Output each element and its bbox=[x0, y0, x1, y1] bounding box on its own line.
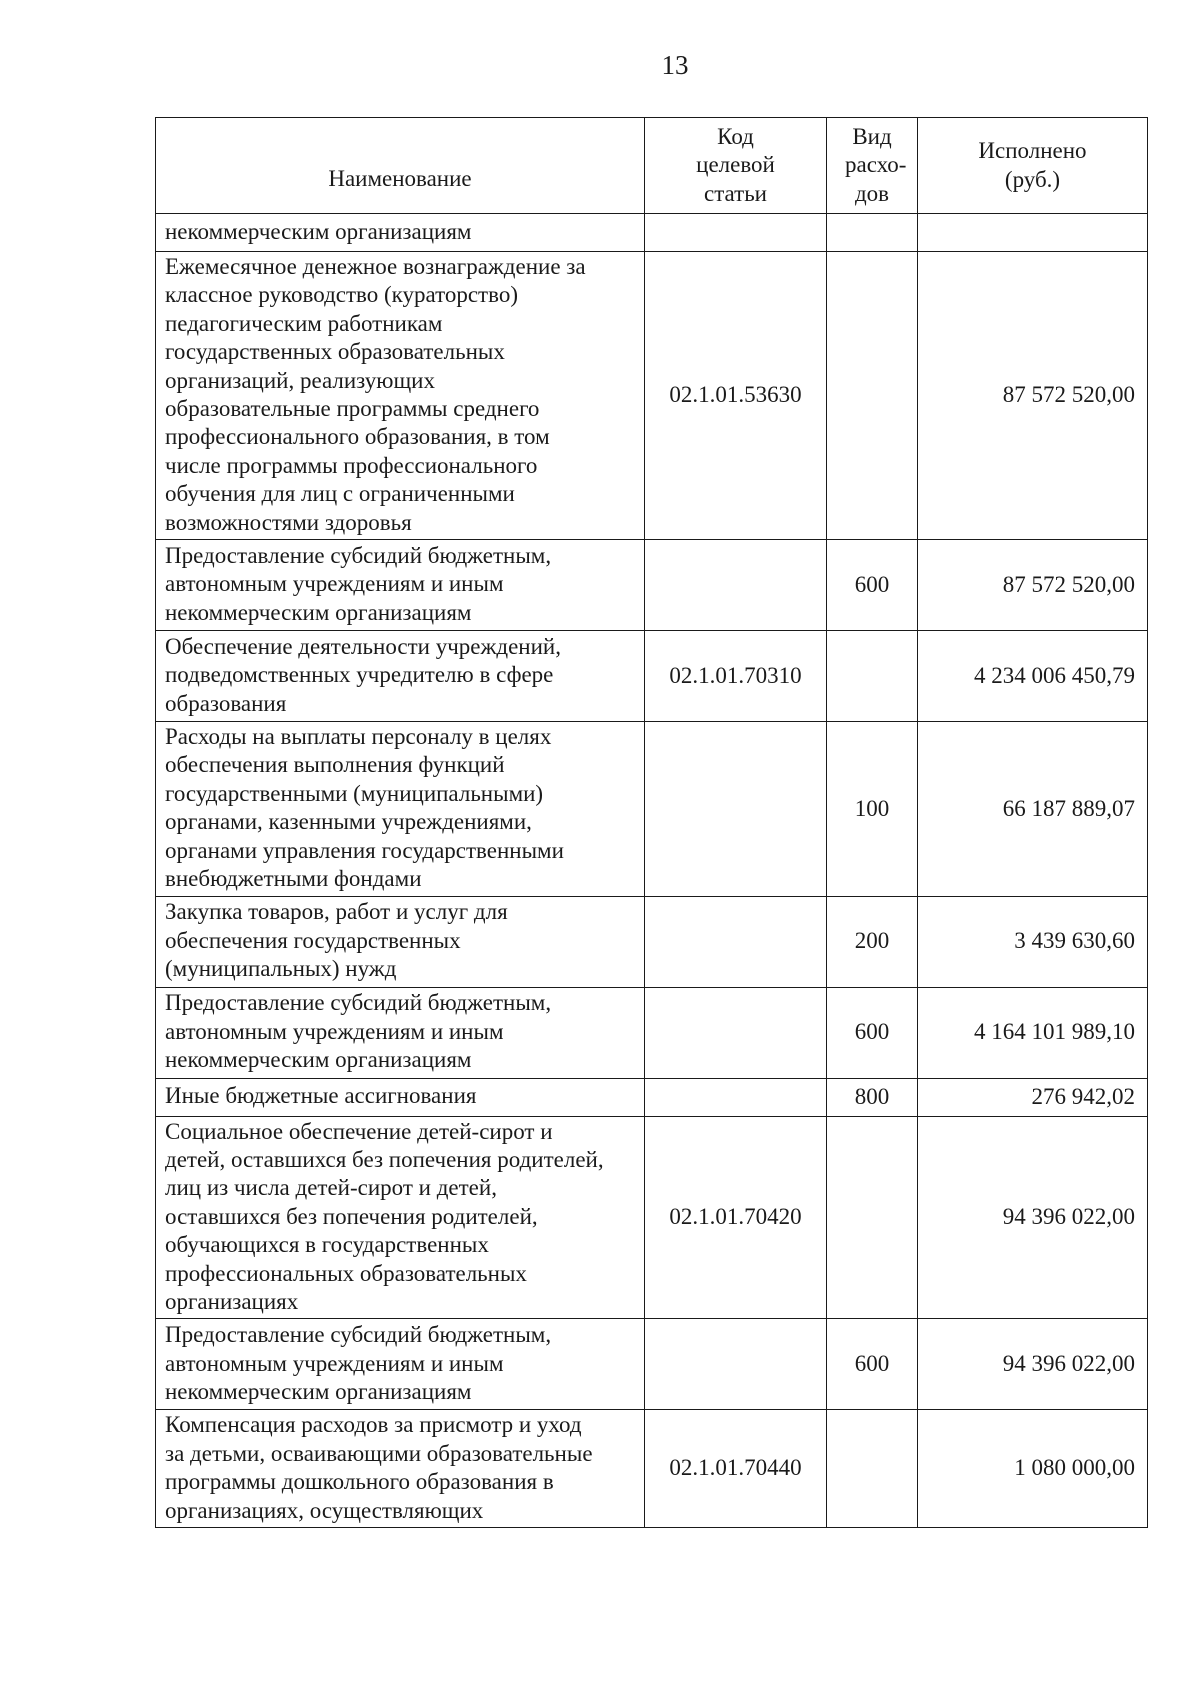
row-target-code bbox=[645, 631, 827, 722]
table-row bbox=[156, 987, 1148, 1078]
row-expense-type bbox=[827, 252, 918, 540]
row-target-code-text: 02.1.01.70440 bbox=[669, 1455, 802, 1481]
row-target-code bbox=[645, 987, 827, 1078]
row-name bbox=[156, 722, 645, 896]
row-amount-text: 3 439 630,60 bbox=[1014, 928, 1135, 954]
row-name bbox=[156, 1319, 645, 1410]
row-expense-type bbox=[827, 1410, 918, 1528]
row-expense-type bbox=[827, 540, 918, 631]
row-name-text: Ежемесячное денежное вознаграждение за классное руководство (кураторство) педагогическим работникам государственных образовательных организаций, реализующих образовательные программы среднего профессионального образования, в том числе программы профессионального обучения для лиц с ограниченными возможностями здоровья bbox=[165, 254, 586, 535]
row-amount bbox=[918, 631, 1148, 722]
row-target-code bbox=[645, 540, 827, 631]
row-target-code bbox=[645, 1116, 827, 1319]
table-row bbox=[156, 252, 1148, 540]
row-amount bbox=[918, 987, 1148, 1078]
row-amount bbox=[918, 1410, 1148, 1528]
row-amount bbox=[918, 540, 1148, 631]
row-expense-type-text: 100 bbox=[854, 795, 890, 821]
table-row bbox=[156, 540, 1148, 631]
row-expense-type bbox=[827, 1116, 918, 1319]
row-amount-text: 1 080 000,00 bbox=[1014, 1455, 1135, 1481]
row-expense-type-text: 600 bbox=[854, 1351, 890, 1377]
row-name bbox=[156, 987, 645, 1078]
header-code: Код целевой статьи bbox=[645, 118, 827, 214]
page-number: 13 bbox=[661, 50, 689, 80]
table-row bbox=[156, 722, 1148, 896]
row-name-text: Расходы на выплаты персоналу в целях обеспечения выполнения функций государственными (муниципальными) органами, казенными учреждениями, органами управления государственными внебюджетными фондами bbox=[165, 724, 564, 892]
row-expense-type bbox=[827, 987, 918, 1078]
row-expense-type-text: 200 bbox=[854, 928, 890, 954]
row-amount bbox=[918, 1116, 1148, 1319]
row-name-text: некоммерческим организациям bbox=[165, 218, 472, 244]
row-target-code bbox=[645, 896, 827, 987]
row-expense-type bbox=[827, 214, 918, 252]
row-expense-type-text: 600 bbox=[854, 571, 890, 597]
table-row bbox=[156, 1078, 1148, 1116]
row-target-code bbox=[645, 722, 827, 896]
row-target-code bbox=[645, 1078, 827, 1116]
table-row bbox=[156, 1410, 1148, 1528]
row-amount bbox=[918, 722, 1148, 896]
header-name: Наименование bbox=[156, 118, 645, 214]
row-amount-text: 94 396 022,00 bbox=[1002, 1204, 1135, 1230]
row-expense-type bbox=[827, 896, 918, 987]
row-name-text: Социальное обеспечение детей-сирот и детей, оставшихся без попечения родителей, лиц из числа детей-сирот и детей, оставшихся без попечения родителей, обучающихся в государственных профессиональных образовательных организациях bbox=[165, 1118, 604, 1314]
row-expense-type-text: 600 bbox=[854, 1019, 890, 1045]
table-header-row bbox=[156, 118, 1148, 214]
row-amount bbox=[918, 1319, 1148, 1410]
row-amount-text: 94 396 022,00 bbox=[1002, 1351, 1135, 1377]
row-expense-type bbox=[827, 1319, 918, 1410]
row-name-text: Предоставление субсидий бюджетным, автономным учреждениям и иным некоммерческим организациям bbox=[165, 990, 552, 1073]
row-name bbox=[156, 896, 645, 987]
row-name bbox=[156, 252, 645, 540]
row-name-text: Предоставление субсидий бюджетным, автономным учреждениям и иным некоммерческим организациям bbox=[165, 1322, 552, 1405]
row-target-code-text: 02.1.01.70310 bbox=[669, 662, 802, 688]
header-type: Вид расхо-дов bbox=[827, 118, 918, 214]
row-target-code-text: 02.1.01.53630 bbox=[669, 382, 802, 408]
row-name bbox=[156, 540, 645, 631]
row-amount-text: 4 234 006 450,79 bbox=[974, 662, 1135, 688]
table-row bbox=[156, 1319, 1148, 1410]
row-amount bbox=[918, 214, 1148, 252]
row-name bbox=[156, 1078, 645, 1116]
row-target-code bbox=[645, 214, 827, 252]
row-amount-text: 87 572 520,00 bbox=[1002, 382, 1135, 408]
row-name-text: Компенсация расходов за присмотр и уход за детьми, осваивающими образовательные программы дошкольного образования в организациях, осуществляющих bbox=[165, 1412, 593, 1523]
table-row bbox=[156, 631, 1148, 722]
row-target-code-text: 02.1.01.70420 bbox=[669, 1204, 802, 1230]
row-name-text: Иные бюджетные ассигнования bbox=[165, 1083, 477, 1109]
row-amount bbox=[918, 252, 1148, 540]
row-expense-type-text: 800 bbox=[854, 1083, 890, 1109]
row-name-text: Обеспечение деятельности учреждений, подведомственных учредителю в сфере образования bbox=[165, 633, 561, 716]
table-row bbox=[156, 214, 1148, 252]
row-amount-text: 66 187 889,07 bbox=[1002, 795, 1135, 821]
row-expense-type bbox=[827, 722, 918, 896]
table-body bbox=[156, 214, 1148, 1528]
row-name-text: Закупка товаров, работ и услуг для обеспечения государственных (муниципальных) нужд bbox=[165, 899, 508, 982]
row-name bbox=[156, 1116, 645, 1319]
header-amount: Исполнено (руб.) bbox=[918, 118, 1148, 214]
row-target-code bbox=[645, 252, 827, 540]
row-expense-type bbox=[827, 1078, 918, 1116]
row-amount-text: 87 572 520,00 bbox=[1002, 571, 1135, 597]
table-row bbox=[156, 1116, 1148, 1319]
row-amount-text: 276 942,02 bbox=[1031, 1083, 1135, 1109]
row-amount-text: 4 164 101 989,10 bbox=[974, 1019, 1135, 1045]
table-row bbox=[156, 896, 1148, 987]
budget-execution-table bbox=[155, 117, 1148, 1528]
row-name bbox=[156, 631, 645, 722]
row-target-code bbox=[645, 1410, 827, 1528]
row-target-code bbox=[645, 1319, 827, 1410]
row-expense-type bbox=[827, 631, 918, 722]
row-name bbox=[156, 1410, 645, 1528]
row-amount bbox=[918, 1078, 1148, 1116]
row-name bbox=[156, 214, 645, 252]
row-name-text: Предоставление субсидий бюджетным, автономным учреждениям и иным некоммерческим организациям bbox=[165, 542, 552, 625]
row-amount bbox=[918, 896, 1148, 987]
